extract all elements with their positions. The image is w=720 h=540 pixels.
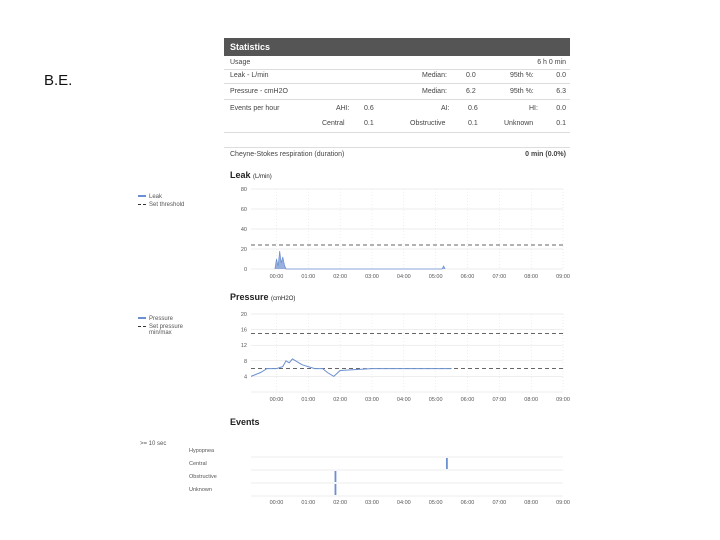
events-x-tick: 02:00	[333, 500, 348, 506]
pressure-x-tick: 06:00	[460, 397, 475, 403]
pressure-y-tick: 4	[243, 374, 247, 381]
obstructive-label: Obstructive	[410, 120, 446, 127]
events-category-label: Unknown	[189, 487, 212, 493]
ai-label: AI:	[441, 105, 450, 112]
leak-label: Leak - L/min	[230, 72, 269, 79]
pressure-p95-label: 95th %:	[510, 88, 534, 95]
pressure-y-tick: 16	[240, 327, 247, 334]
events-x-tick: 06:00	[460, 500, 475, 506]
leak-y-tick: 80	[240, 187, 247, 193]
events-x-tick: 03:00	[365, 500, 379, 506]
pressure-y-tick: 20	[240, 312, 247, 318]
pressure-x-tick: 07:00	[492, 397, 507, 403]
leak-y-tick: 60	[240, 207, 247, 213]
leak-x-tick: 01:00	[301, 274, 316, 280]
pressure-y-tick: 12	[240, 343, 247, 350]
leak-title-text: Leak	[230, 170, 251, 180]
event-marker	[446, 458, 448, 469]
leak-legend-item-leak	[138, 194, 184, 200]
events-x-tick: 04:00	[396, 500, 411, 506]
leak-series-area	[275, 251, 445, 269]
hi-value: 0.0	[556, 105, 566, 112]
leak-x-tick: 06:00	[460, 274, 475, 280]
ai-value: 0.6	[468, 105, 478, 112]
leak-legend-threshold-label: Set threshold	[149, 202, 185, 208]
usage-value: 6 h 0 min	[537, 59, 566, 66]
events-label: Events per hour	[230, 105, 280, 112]
event-marker	[335, 484, 337, 495]
leak-legend-leak-label: Leak	[149, 194, 163, 200]
pressure-x-tick: 01:00	[301, 397, 316, 403]
events-category-label: Central	[189, 461, 207, 467]
pressure-median: 6.2	[466, 88, 476, 95]
leak-unit: (L/min)	[253, 174, 272, 180]
leak-x-tick: 03:00	[365, 274, 379, 280]
events-x-tick: 08:00	[524, 500, 539, 506]
events-x-tick: 09:00	[556, 500, 570, 506]
pressure-p95: 6.3	[556, 88, 566, 95]
leak-legend	[138, 194, 184, 208]
leak-x-tick: 09:00	[556, 274, 570, 280]
pressure-legend-minmax-label: min/max	[149, 330, 172, 336]
events-x-tick: 07:00	[492, 500, 507, 506]
pressure-x-tick: 08:00	[524, 397, 539, 403]
leak-chart	[225, 183, 570, 285]
events-x-tick: 05:00	[428, 500, 443, 506]
ahi-value: 0.6	[364, 105, 374, 112]
pressure-x-tick: 09:00	[556, 397, 570, 403]
leak-y-tick: 20	[240, 247, 247, 253]
leak-p95: 0.0	[556, 72, 566, 79]
unknown-label: Unknown	[504, 120, 534, 127]
leak-median-label: Median:	[422, 72, 447, 79]
statistics-title: Statistics	[224, 38, 570, 56]
pressure-chart	[225, 306, 570, 410]
events-chart	[185, 436, 570, 506]
events-x-tick: 01:00	[301, 500, 316, 506]
pressure-legend	[138, 316, 183, 336]
pressure-series-line	[251, 359, 452, 377]
leak-title	[230, 170, 272, 180]
unknown-value: 0.1	[556, 120, 566, 127]
pressure-title-text: Pressure	[230, 292, 269, 302]
leak-x-tick: 07:00	[492, 274, 507, 280]
events-category-label: Hypopnea	[189, 448, 215, 454]
pressure-legend-pressure-label: Pressure	[149, 316, 174, 322]
pressure-median-label: Median:	[422, 88, 447, 95]
events-x-tick: 00:00	[269, 500, 284, 506]
pressure-x-tick: 04:00	[396, 397, 411, 403]
slide-label: B.E.	[44, 72, 73, 89]
leak-legend-item-threshold	[138, 202, 184, 208]
obstructive-value: 0.1	[468, 120, 478, 127]
events-category-label: Obstructive	[189, 474, 217, 480]
pressure-legend-set-label: Set pressure	[149, 324, 184, 330]
event-marker	[335, 471, 337, 482]
pressure-title	[230, 292, 295, 302]
leak-x-tick: 00:00	[269, 274, 284, 280]
leak-median: 0.0	[466, 72, 476, 79]
pressure-x-tick: 02:00	[333, 397, 348, 403]
pressure-x-tick: 05:00	[428, 397, 443, 403]
events-category-header: >= 10 sec	[140, 441, 167, 447]
csr-label: Cheyne-Stokes respiration (duration)	[230, 151, 345, 158]
csr-value: 0 min (0.0%)	[525, 151, 566, 158]
pressure-x-tick: 00:00	[269, 397, 284, 403]
pressure-y-tick: 8	[243, 358, 247, 365]
leak-x-tick: 04:00	[396, 274, 411, 280]
leak-x-tick: 05:00	[428, 274, 443, 280]
central-value: 0.1	[364, 120, 374, 127]
central-label: Central	[322, 120, 345, 127]
leak-y-tick: 0	[243, 267, 247, 273]
events-title: Events	[230, 417, 260, 427]
leak-y-tick: 40	[240, 227, 247, 233]
ahi-label: AHI:	[336, 105, 350, 112]
pressure-x-tick: 03:00	[365, 397, 379, 403]
pressure-legend-item-pressure	[138, 316, 183, 322]
leak-x-tick: 02:00	[333, 274, 348, 280]
pressure-unit: (cmH2O)	[271, 296, 296, 302]
leak-x-tick: 08:00	[524, 274, 539, 280]
leak-p95-label: 95th %:	[510, 72, 534, 79]
usage-label: Usage	[230, 59, 251, 66]
pressure-label: Pressure - cmH2O	[230, 88, 288, 95]
hi-label: HI:	[529, 105, 538, 112]
